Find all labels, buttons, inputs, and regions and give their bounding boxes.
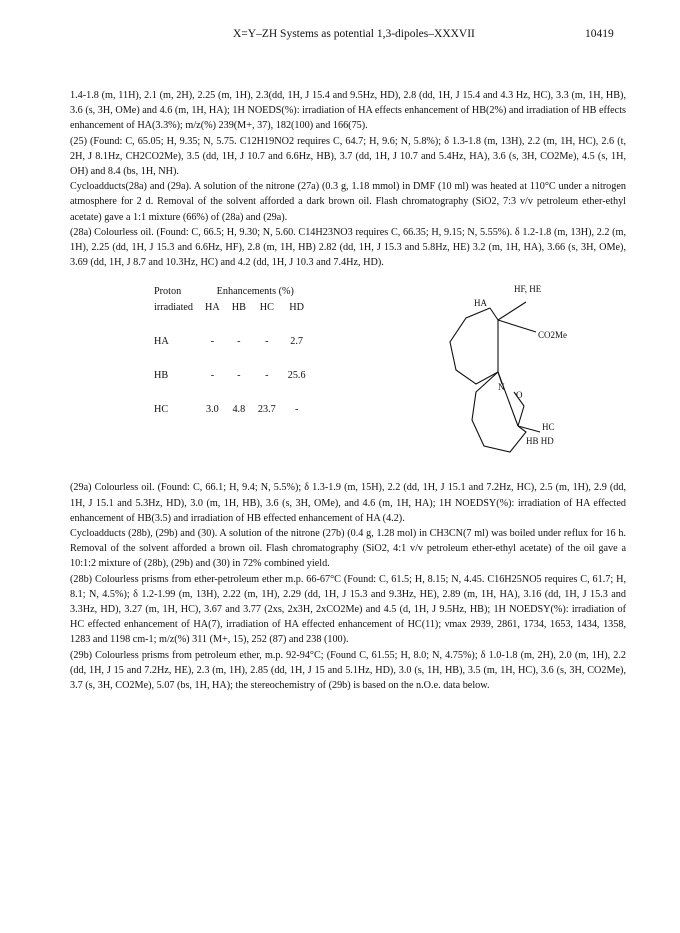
table-header: Enhancements (%) xyxy=(216,286,294,298)
label-ha: HA xyxy=(474,298,487,309)
page-number: 10419 xyxy=(585,28,614,40)
column-header: HB xyxy=(231,301,246,313)
row-label: HC xyxy=(154,403,169,415)
paragraph: (29a) Colourless oil. (Found: C, 66.1; H, 9.4; N, 5.5%); δ 1.3-1.9 (m, 15H), 2.2 (dd, 1H, J 15.1 and 7.2Hz, HC), 2.5 (m, 1H), 2.9 (dd, 1H, J 15.1 and 5.3Hz, HD), 3.0 (m, 1H, HB), 3.6 (s, 3H, OMe), and 4.6 (m, 1H, HA); 1H NOEDSY(%): irradiation of HA effected enhancement of HB(3.5) and irradiation of HB effected enhancement of HA (4.2). xyxy=(70,482,626,524)
row-label: HB xyxy=(154,369,169,381)
column-header: HC xyxy=(259,301,274,313)
table-cell: - xyxy=(237,335,241,347)
paragraph: (29b) Colourless prisms from petroleum ether, m.p. 92-94°C; (Found C, 61.55; H, 8.0; N, 4.75%); δ 1.0-1.8 (m, 2H), 2.0 (m, 1H), 2.2 (dd, 1H, J 15 and 7.2Hz, HE), 2.3 (m, 1H), 2.85 (dd, 1H, J 15 and 5.1Hz, HD), 3.0 (s, 1H, HB), 3.5 (m, 1H, HC), 3.6 (s, 3H, CO2Me), 3.7 (s, 3H, CO2Me), 5.07 (bs, 1H, HA); the stereochemistry of (29b) is based on the n.O.e. data below. xyxy=(70,649,626,692)
table-cell: - xyxy=(210,369,215,381)
paragraph: (25) (Found: C, 65.05; H, 9.35; N, 5.75. C12H19NO2 requires C, 64.7; H, 9.6; N, 5.8%); δ 1.3-1.8 (m, 13H), 2.2 (m, 1H, HC), 2.6 (t, 2H, J 8.1Hz, CH2CO2Me), 3.5 (dd, 1H, J 10.7 and 6.6Hz, HB), 3.7 (dd, 1H, J 10.7 and 5.4Hz, HA), 3.6 (s, 3H, CO2Me), 4.5 (s, 1H, OH) and 8.4 (bs, 1H, NH). xyxy=(70,135,626,178)
paragraph: Cycloadducts (28b), (29b) and (30). A solution of the nitrone (27b) (0.4 g, 1.28 mol) in CH3CN(7 ml) was boiled under reflux for 16 h. Removal of the solvent afforded a brown oil. Flash chromatography (SiO2, 4:1 v/v petroleum ether-ethyl acetate) of the oil gave a 10:1:2 mixture of (28b), (29b) and (30) in 72% combined yield. xyxy=(70,528,626,570)
table-row xyxy=(148,334,312,351)
noe-table xyxy=(148,284,312,418)
table-cell: - xyxy=(265,335,269,347)
table-cell: - xyxy=(237,369,241,381)
table-cell: 2.7 xyxy=(290,335,304,347)
table-row xyxy=(148,368,312,385)
table-cell: - xyxy=(265,369,269,381)
table-row xyxy=(148,402,312,419)
chemical-structure xyxy=(418,280,608,480)
table-cell: 4.8 xyxy=(232,403,246,415)
table-cell: - xyxy=(210,335,215,347)
header-title: X=Y–ZH Systems as potential 1,3-dipoles–XXXVII xyxy=(233,28,475,40)
table-cell: 25.6 xyxy=(287,369,306,381)
label-co2me: CO2Me xyxy=(538,330,567,341)
label-hb-hd: HB HD xyxy=(526,436,554,447)
paragraph: (28b) Colourless prisms from ether-petroleum ether m.p. 66-67°C (Found: C, 61.5; H, 8.15; N, 4.45. C16H25NO5 requires C, 61.7; H, 8.1; N, 4.5%); δ 1.2-1.99 (m, 13H), 2.22 (m, 1H), 2.29 (dd, 1H, J 15.3 and 9.3Hz, HE), 2.89 (m, 1H, HA), 3.16 (dd, 1H, J 15.3 and 3.3Hz, HD), 3.27 (m, 1H, HC), 3.67 and 3.77 (2xs, 2x3H, 2xCO2Me) and 4.5 (d, 1H, J 9.5Hz, HB); 1H NOEDSY(%): irradiation of HC effected enhancement of HA(7), irradiation of HA effected enhancement of HC(11); νmax 2939, 2861, 1734, 1653, 1434, 1358, 1283 and 1198 cm-1; m/z(%) 311 (M+, 15), 252 (87) and 238 (100). xyxy=(70,573,626,646)
noe-table-section xyxy=(70,280,626,480)
column-header: HA xyxy=(205,301,220,313)
label-o: O xyxy=(516,390,523,401)
table-header: irradiated xyxy=(154,301,194,313)
label-n: N xyxy=(498,382,505,393)
paragraph: (28a) Colourless oil. (Found: C, 66.5; H, 9.30; N, 5.60. C14H23NO3 requires C, 66.35; H, 9.15; N, 5.55%). δ 1.2-1.8 (m, 13H), 2.2 (m, 1H), 2.25 (dd, 1H, J 15.3 and 6.6Hz, HF), 2.8 (m, 1H, HB) 2.82 (dd, 1H, J 15.3 and 5.8Hz, HE) 3.2 (m, 1H, HA), 3.66 (s, 3H, OMe), 3.69 (dd, 1H, J 8.7 and 10.3Hz, HC) and 4.2 (dd, 1H, J 10.3 and 7.4Hz, HD). xyxy=(70,226,626,269)
label-hf-he: HF, HE xyxy=(514,284,542,295)
table-cell: 23.7 xyxy=(257,403,276,415)
paragraph: Cycloadducts(28a) and (29a). A solution of the nitrone (27a) (0.3 g, 1.18 mmol) in DMF (10 ml) was heated at 110°C under a nitrogen atmosphere for 2 d. Removal of the solvent afforded a dark brown oil. Flash chromatography (SiO2, 7:3 v/v petroleum ether-ethyl acetate) gave a 1:1 mixture (66%) of (28a) and (29a). xyxy=(70,181,626,223)
row-label: HA xyxy=(154,335,169,347)
column-header: HD xyxy=(289,301,304,313)
table-cell: 3.0 xyxy=(206,403,219,415)
article-body xyxy=(70,88,626,693)
table-header: Proton xyxy=(154,286,182,298)
label-hc: HC xyxy=(542,422,555,433)
paragraph: 1.4-1.8 (m, 11H), 2.1 (m, 2H), 2.25 (m, 1H), 2.3(dd, 1H, J 15.4 and 9.5Hz, HD), 2.8 (dd, 1H, J 15.4 and 4.3 Hz, HC), 3.3 (m, 1H, HB), 3.6 (s, 3H, OMe) and 4.6 (m, 1H, HA); 1H NOEDS(%): irradiation of HA effects enhancement of HB(2%) and irradiation of HB effects enhancement of HA(3.3%); m/z(%) 239(M+, 37), 182(100) and 166(75). xyxy=(70,90,626,132)
table-cell: - xyxy=(294,403,299,415)
